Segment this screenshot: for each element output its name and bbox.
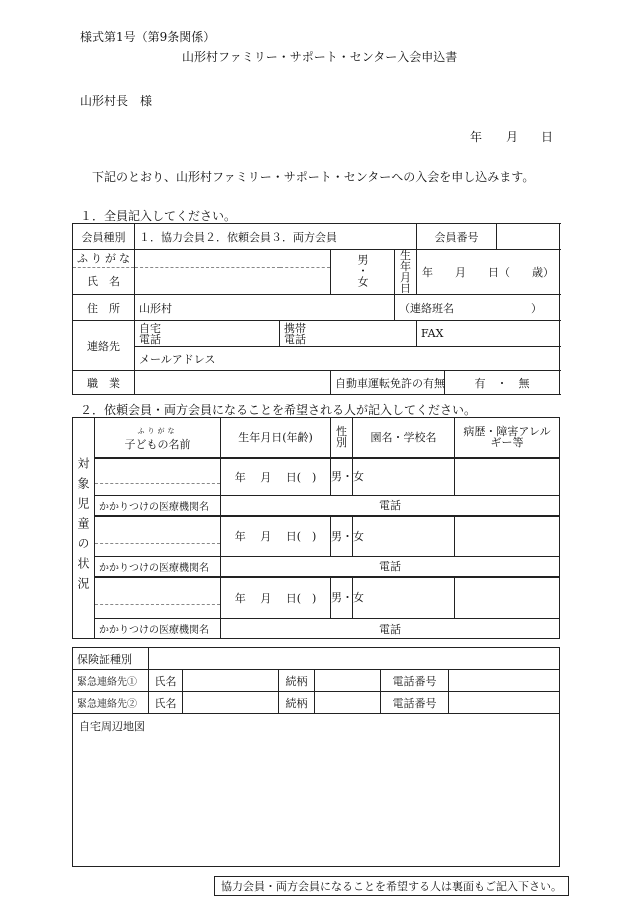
address-field[interactable]: 山形村 bbox=[135, 295, 395, 321]
child1-phone-label: 電話 bbox=[379, 499, 401, 513]
em1-relation-field[interactable] bbox=[315, 670, 381, 692]
furigana-field[interactable] bbox=[135, 250, 331, 268]
child2-birth[interactable]: 年 月 日( ) bbox=[221, 516, 331, 557]
member-type-label: 会員種別 bbox=[73, 224, 135, 250]
child3-name-field[interactable] bbox=[95, 577, 221, 619]
child1-clinic-label: かかりつけの医療機関名 bbox=[95, 496, 221, 516]
section2-heading: ２．依頼会員・両方会員になることを希望される人が記入してください。 bbox=[80, 403, 477, 417]
mobile-phone-label: 携帯電話 bbox=[284, 321, 306, 346]
em2-name-label: 氏名 bbox=[149, 692, 183, 714]
home-phone-field[interactable] bbox=[135, 321, 280, 347]
child3-history[interactable] bbox=[455, 577, 560, 619]
license-label: 自動車運転免許の有無 bbox=[331, 371, 445, 395]
em2-relation-field[interactable] bbox=[315, 692, 381, 714]
child3-clinic-label: かかりつけの医療機関名 bbox=[95, 619, 221, 639]
school-header: 園名・学校名 bbox=[353, 418, 455, 458]
child2-phone[interactable] bbox=[221, 557, 560, 577]
child1-phone[interactable] bbox=[221, 496, 560, 516]
side-label: 対象児童の状況 bbox=[76, 456, 90, 597]
birth-label: 生年月日 bbox=[395, 250, 417, 295]
emergency-table bbox=[72, 647, 560, 714]
insurance-label: 保険証種別 bbox=[73, 648, 149, 670]
em1-name-label: 氏名 bbox=[149, 670, 183, 692]
child2-history[interactable] bbox=[455, 516, 560, 557]
form-title: 山形村ファミリー・サポート・センター入会申込書 bbox=[182, 50, 458, 64]
child3-phone-label: 電話 bbox=[379, 622, 401, 636]
date-day: 日 bbox=[541, 130, 554, 144]
child2-phone-label: 電話 bbox=[379, 560, 401, 574]
job-field[interactable] bbox=[135, 371, 331, 395]
fax-label: FAX bbox=[421, 327, 444, 340]
address-label: 住 所 bbox=[73, 295, 135, 321]
child1-gender[interactable]: 男・女 bbox=[331, 458, 353, 496]
child2-gender[interactable]: 男・女 bbox=[331, 516, 353, 557]
date-month: 月 bbox=[506, 130, 519, 144]
em1-phone-field[interactable] bbox=[449, 670, 560, 692]
em2-phone-field[interactable] bbox=[449, 692, 560, 714]
job-label: 職 業 bbox=[73, 371, 135, 395]
form-number: 様式第1号（第9条関係） bbox=[80, 30, 216, 44]
history-header: 病歴・障害アレルギー等 bbox=[455, 418, 560, 458]
birth-header: 生年月日(年齢) bbox=[221, 418, 331, 458]
child1-name-field[interactable] bbox=[95, 458, 221, 496]
child3-phone[interactable] bbox=[221, 619, 560, 639]
child3-school[interactable] bbox=[353, 577, 455, 619]
emergency1-label: 緊急連絡先① bbox=[73, 670, 149, 692]
map-label: 自宅周辺地図 bbox=[79, 720, 145, 733]
gender-text: 男・女 bbox=[356, 254, 369, 287]
member-number-field[interactable] bbox=[497, 224, 560, 250]
child2-school[interactable] bbox=[353, 516, 455, 557]
home-phone-label: 自宅電話 bbox=[139, 321, 161, 346]
email-label: メールアドレス bbox=[139, 352, 216, 366]
email-field[interactable] bbox=[135, 347, 560, 371]
em2-relation-label: 続柄 bbox=[279, 692, 315, 714]
mobile-phone-field[interactable] bbox=[280, 321, 417, 347]
em1-name-field[interactable] bbox=[183, 670, 279, 692]
name-field[interactable] bbox=[135, 267, 331, 294]
child2-clinic-label: かかりつけの医療機関名 bbox=[95, 557, 221, 577]
contact-label: 連絡先 bbox=[73, 321, 135, 371]
furigana-label2: ふりがな bbox=[137, 426, 178, 435]
section1-table bbox=[72, 223, 560, 395]
footer-note: 協力会員・両方会員になることを希望する人は裏面もご記入下さい。 bbox=[214, 876, 569, 896]
child1-birth[interactable]: 年 月 日( ) bbox=[221, 458, 331, 496]
intro-text: 下記のとおり、山形村ファミリー・サポート・センターへの入会を申し込みます。 bbox=[92, 170, 535, 184]
child-name-header bbox=[95, 418, 221, 458]
member-type-options[interactable]: １．協力会員２．依頼会員３．両方会員 bbox=[135, 224, 417, 250]
child3-gender[interactable]: 男・女 bbox=[331, 577, 353, 619]
section1-heading: １．全員記入してください。 bbox=[80, 209, 237, 223]
home-map-area[interactable] bbox=[72, 713, 560, 867]
gender-header: 性別 bbox=[331, 418, 353, 458]
name-label: 氏 名 bbox=[73, 267, 135, 294]
addressee: 山形村長 様 bbox=[80, 94, 153, 108]
child-name-label: 子どもの名前 bbox=[124, 437, 191, 451]
district-field[interactable]: （連絡班名 ） bbox=[395, 295, 560, 321]
em2-phone-label: 電話番号 bbox=[381, 692, 449, 714]
section2-table bbox=[72, 417, 560, 639]
child1-history[interactable] bbox=[455, 458, 560, 496]
emergency2-label: 緊急連絡先② bbox=[73, 692, 149, 714]
child1-school[interactable] bbox=[353, 458, 455, 496]
side-label-cell bbox=[73, 418, 95, 639]
em1-relation-label: 続柄 bbox=[279, 670, 315, 692]
date-year: 年 bbox=[470, 130, 483, 144]
furigana-label: ふりがな bbox=[73, 250, 135, 268]
birth-value[interactable]: 年 月 日（ 歳） bbox=[417, 250, 560, 295]
insurance-field[interactable] bbox=[149, 648, 560, 670]
em1-phone-label: 電話番号 bbox=[381, 670, 449, 692]
child3-birth[interactable]: 年 月 日( ) bbox=[221, 577, 331, 619]
child2-name-field[interactable] bbox=[95, 516, 221, 557]
fax-field[interactable] bbox=[417, 321, 560, 347]
em2-name-field[interactable] bbox=[183, 692, 279, 714]
gender-selector[interactable] bbox=[331, 250, 395, 295]
license-value[interactable]: 有 ・ 無 bbox=[445, 371, 560, 395]
member-number-label: 会員番号 bbox=[417, 224, 497, 250]
